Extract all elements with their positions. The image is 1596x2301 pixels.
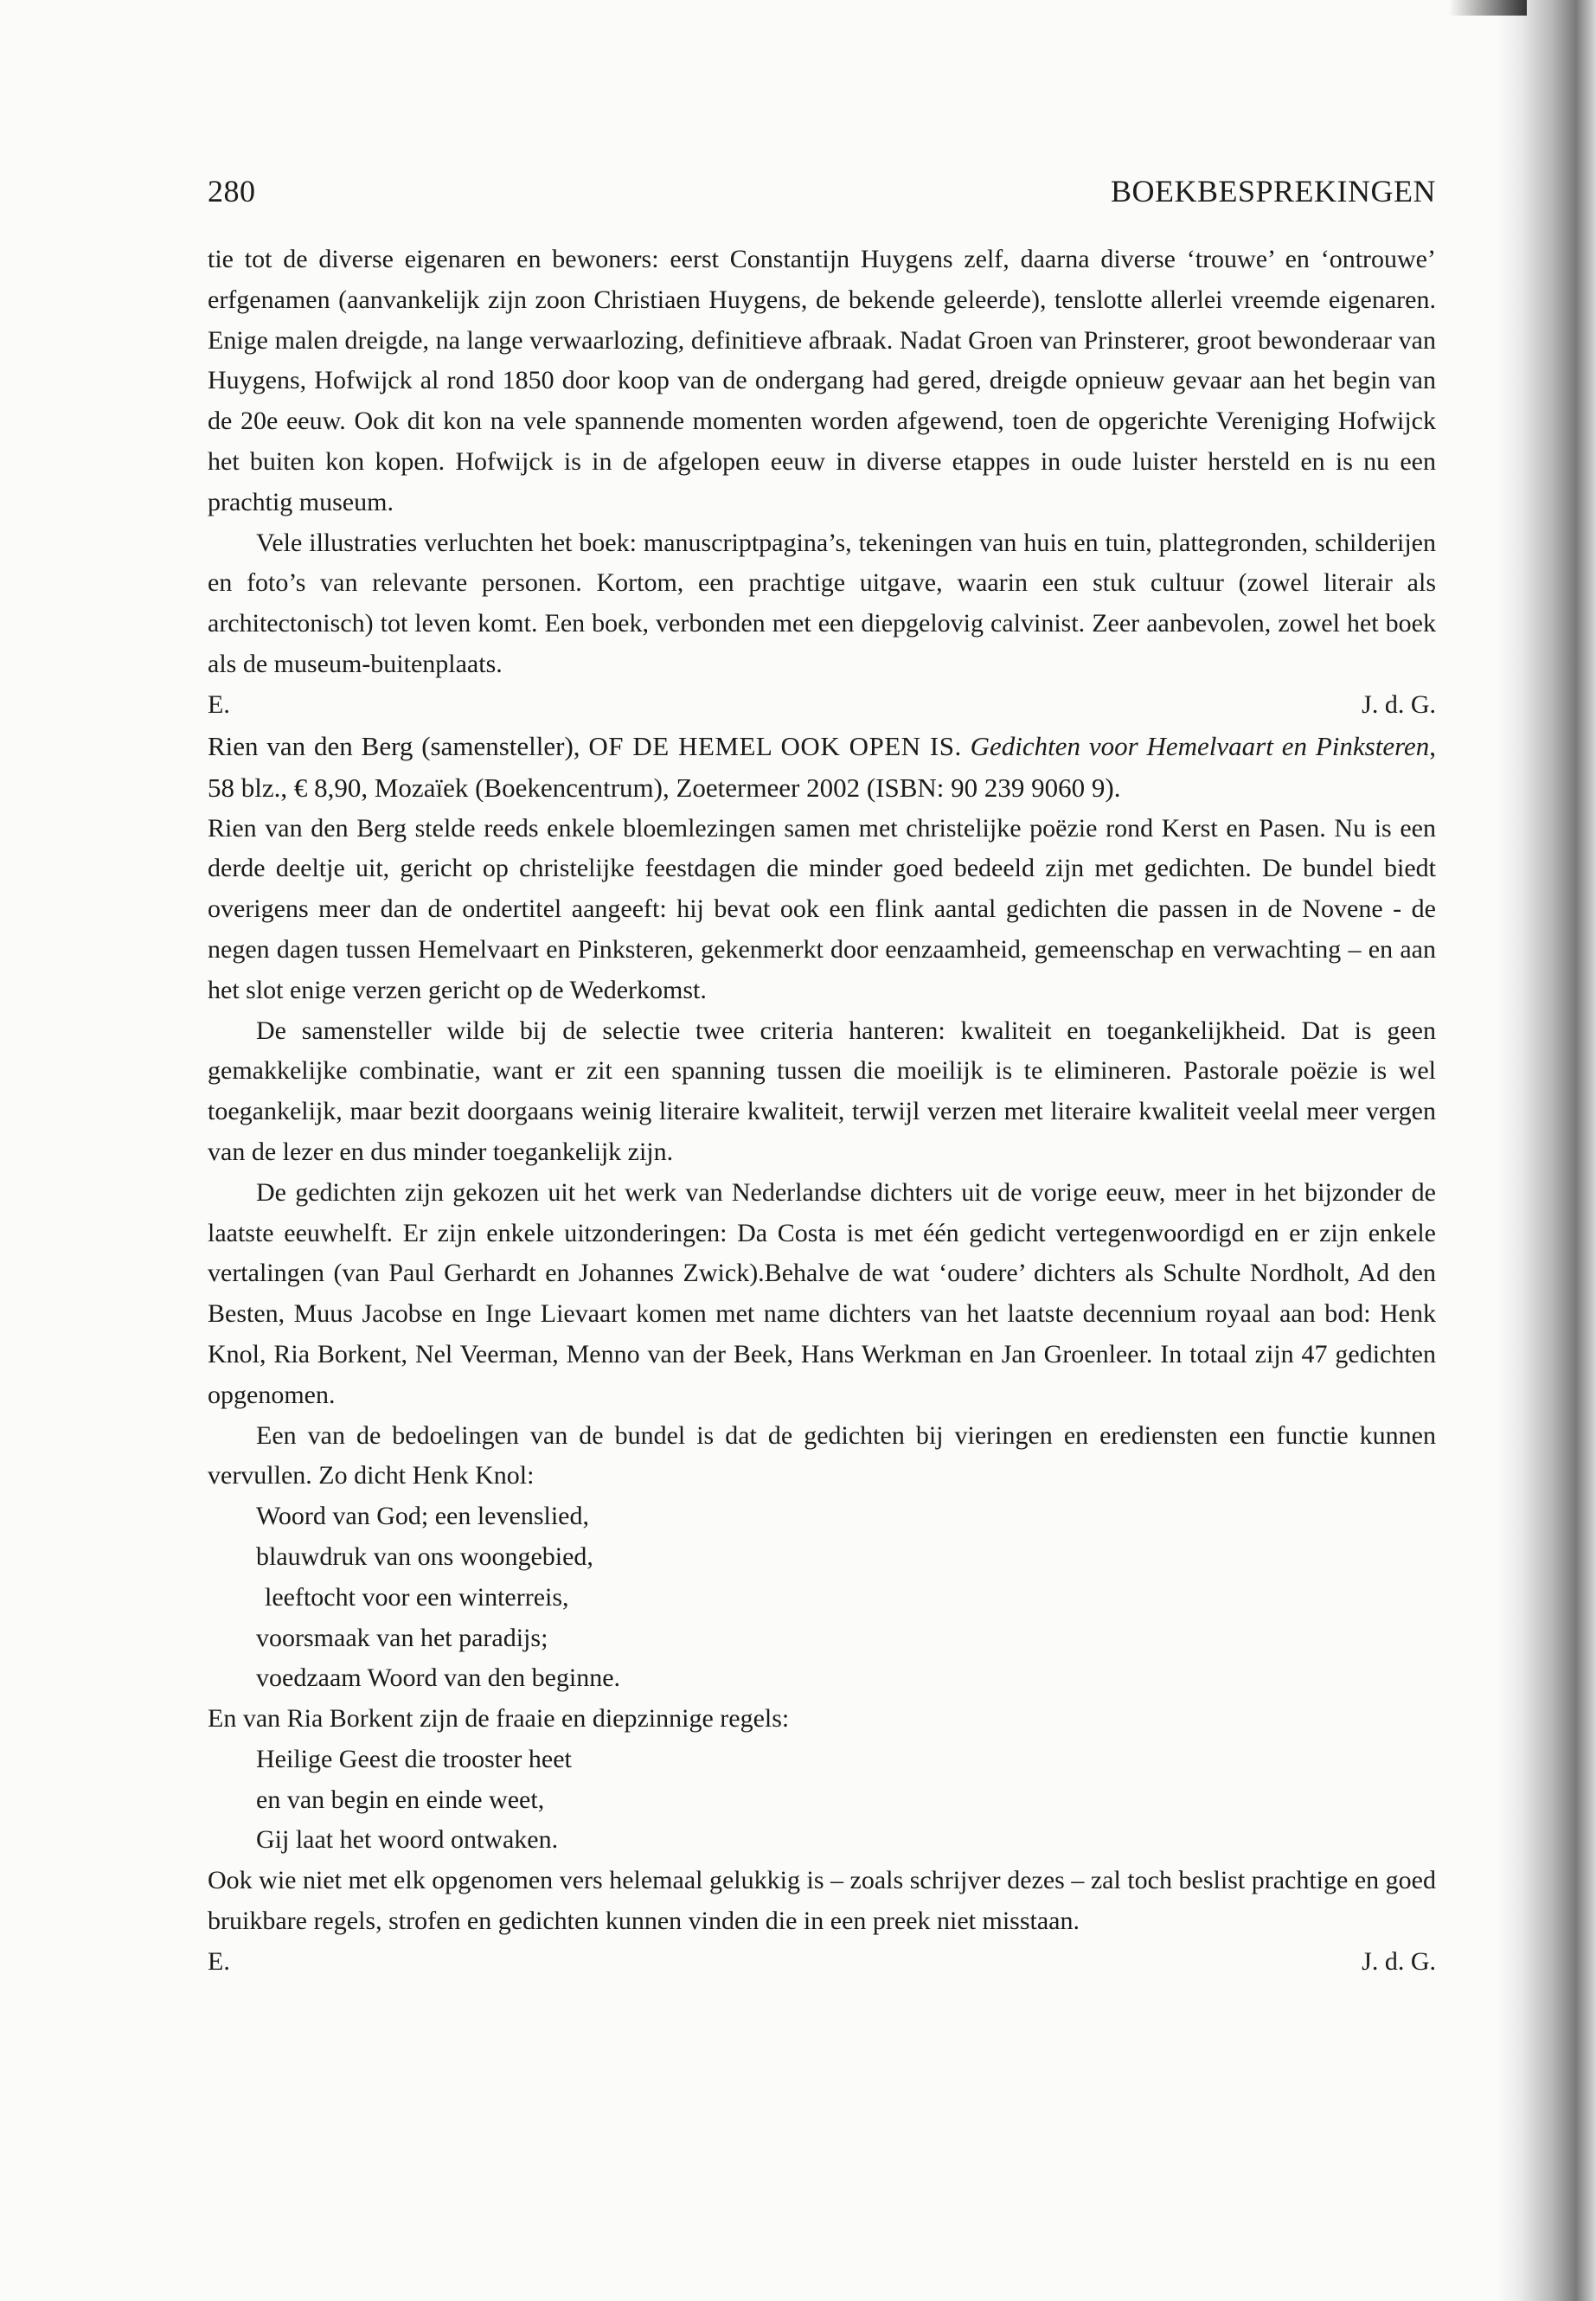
review2-signoff — [208, 1942, 1436, 1983]
review2-paragraph-6: Ook wie niet met elk opgenomen vers helemaal gelukkig is – zoals schrijver dezes – zal toch beslist prachtige en goed bruikbare regels, strofen en gedichten kunnen vinden die in een preek niet misstaan. — [208, 1866, 1436, 1936]
page-content — [208, 240, 1436, 1983]
review1-signoff — [208, 685, 1436, 726]
poem-line: Woord van God; een levenslied, — [256, 1502, 589, 1531]
poem-line: blauwdruk van ons woongebied, — [256, 1541, 593, 1571]
citation-title: OF DE HEMEL OOK OPEN IS. — [588, 730, 962, 761]
citation-author: Rien van den Berg (samensteller), — [208, 730, 589, 761]
poem-line: Heilige Geest die trooster heet — [256, 1744, 572, 1773]
review2-paragraph-5: En van Ria Borkent zijn de fraaie en diepzinnige regels: — [208, 1704, 790, 1734]
page-number: 280 — [208, 174, 256, 208]
poem-line: Gij laat het woord ontwaken. — [256, 1825, 559, 1855]
signoff-left: E. — [208, 1946, 230, 1976]
review2-paragraph-1: Rien van den Berg stelde reeds enkele bloemlezingen samen met christelijke poëzie rond Kerst en Pasen. Nu is een derde deeltje uit, gericht op christelijke feestdagen die minder goed bedeeld zijn met gedichten. De bundel biedt overigens meer dan de ondertitel aangeeft: hij bevat ook een flink aantal gedichten die passen in de Novene - de negen dagen tussen Hemelvaart en Pinksteren, gekenmerkt door eenzaamheid, gemeenschap en verwachting – en aan het slot enige verzen gericht op de Wederkomst. — [208, 813, 1436, 1004]
running-header — [208, 173, 1436, 209]
poem-line: voorsmaak van het paradijs; — [256, 1623, 548, 1652]
review2-paragraph-2: De samensteller wilde bij de selectie twee criteria hanteren: kwaliteit en toegankelijkheid. Dat is geen gemakkelijke combinatie, want er zit een spanning tussen die moeilijk is te elimineren. Pastorale poëzie is wel toegankelijk, maar bezit doorgaans weinig literaire kwaliteit, terwijl verzen met literaire kwaliteit veelal meer vergen van de lezer en dus minder toegankelijk zijn. — [208, 1016, 1436, 1166]
poem-line: en van begin en einde weet, — [256, 1785, 545, 1814]
section-title: BOEKBESPREKINGEN — [1110, 174, 1436, 208]
book-citation — [208, 726, 1436, 809]
corner-mark — [1449, 0, 1527, 16]
review2-paragraph-3: De gedichten zijn gekozen uit het werk van Nederlandse dichters uit de vorige eeuw, meer in het bijzonder de laatste eeuwhelft. Er zijn enkele uitzonderingen: Da Costa is met één gedicht vertegenwoordigd en er zijn enkele vertalingen (van Paul Gerhardt en Johannes Zwick).Behalve de wat ‘oudere’ dichters als Schulte Nordholt, Ad den Besten, Muus Jacobse en Inge Lievaart komen met name dichters van het laatste decennium royaal aan bod: Henk Knol, Ria Borkent, Nel Veerman, Menno van der Beek, Hans Werkman en Jan Groenleer. In totaal zijn 47 gedichten opgenomen. — [208, 1177, 1436, 1409]
poem-line: leeftocht voor een winterreis, — [265, 1582, 569, 1612]
signoff-right: J. d. G. — [1362, 1946, 1436, 1976]
review2-paragraph-4: Een van de bedoelingen van de bundel is dat de gedichten bij vieringen en erediensten een functie kunnen vervullen. Zo dicht Henk Knol: — [208, 1420, 1436, 1490]
review1-paragraph-1: tie tot de diverse eigenaren en bewoners: eerst Constantijn Huygens zelf, daarna diverse ‘trouwe’ en ‘ontrouwe’ erfgenamen (aanvankelijk zijn zoon Christiaen Huygens, de bekende geleerde), tenslotte allerlei vreemde eigenaren. Enige malen dreigde, na lange verwaarlozing, definitieve afbraak. Nadat Groen van Prinsterer, groot bewonderaar van Huygens, Hofwijck al rond 1850 door koop van de ondergang had gered, dreigde opnieuw gevaar aan het begin van de 20e eeuw. Ook dit kon na vele spannende momenten worden afgewend, toen de opgerichte Vereniging Hofwijck het buiten kon kopen. Hofwijck is in de afgelopen eeuw in diverse etappes in oude luister hersteld en is nu een prachtig museum. — [208, 245, 1436, 516]
review1-paragraph-2: Vele illustraties verluchten het boek: manuscriptpagina’s, tekeningen van huis en tuin, plattegronden, schilderijen en foto’s van relevante personen. Kortom, een prachtige uitgave, waarin een stuk cultuur (zowel literair als architectonisch) tot leven komt. Een boek, verbonden met een diepgelovig calvinist. Zeer aanbevolen, zowel het boek als de museum-buitenplaats. — [208, 528, 1436, 678]
citation-details: , 58 blz., € 8,90, Mozaïek (Boekencentrum), Zoetermeer 2002 (ISBN: 90 239 9060 9). — [208, 730, 1437, 803]
citation-subtitle: Gedichten voor Hemelvaart en Pinksteren — [970, 730, 1430, 761]
signoff-right: J. d. G. — [1362, 689, 1436, 719]
binding-shadow — [1497, 0, 1596, 2301]
poem-henk-knol — [208, 1497, 1436, 1699]
signoff-left: E. — [208, 689, 230, 719]
poem-line: voedzaam Woord van den beginne. — [256, 1663, 621, 1693]
poem-ria-borkent — [208, 1740, 1436, 1861]
